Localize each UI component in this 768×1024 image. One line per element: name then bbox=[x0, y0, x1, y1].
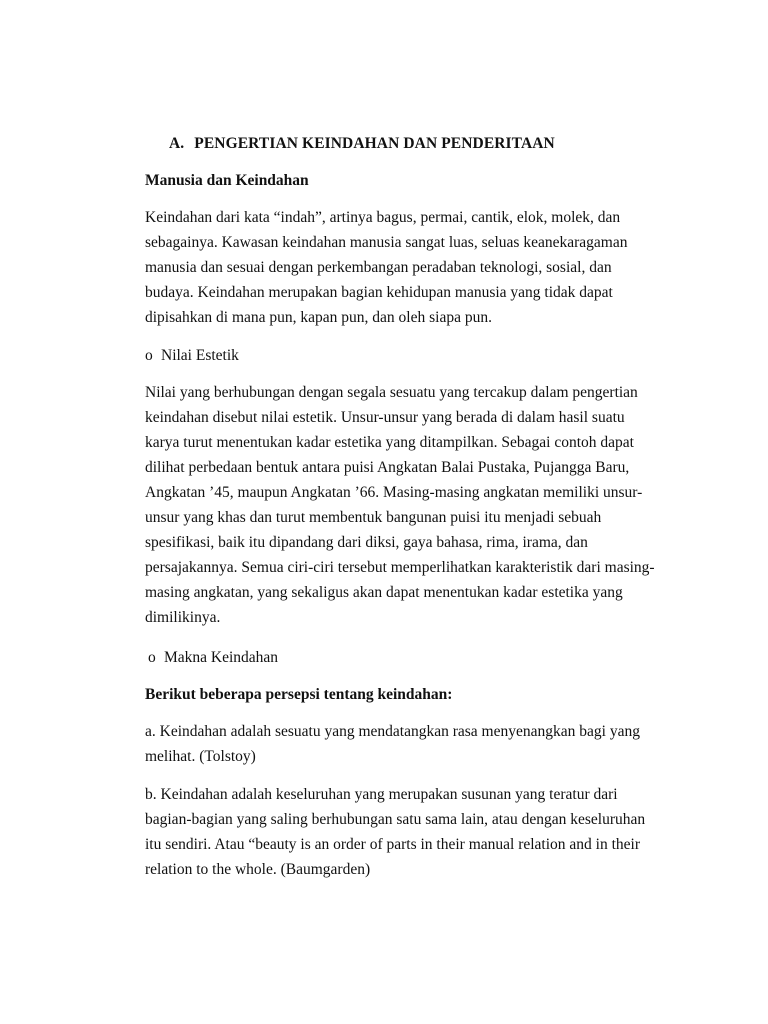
paragraph-line: karya turut menentukan kadar estetika yang ditampilkan. Sebagai contoh dapat bbox=[145, 434, 634, 451]
paragraph-line: melihat. (Tolstoy) bbox=[145, 748, 256, 765]
paragraph-nilai-estetik bbox=[145, 380, 665, 630]
list-item-b bbox=[145, 782, 665, 882]
paragraph-line: masing angkatan, yang sekaligus akan dapat menentukan kadar estetika yang bbox=[145, 584, 623, 601]
bullet-heading: Makna Keindahan bbox=[164, 649, 279, 666]
bullet-marker: o bbox=[148, 649, 156, 666]
paragraph-line: a. Keindahan adalah sesuatu yang mendatangkan rasa menyenangkan bagi yang bbox=[145, 723, 640, 740]
paragraph-line: sebagainya. Kawasan keindahan manusia sangat luas, seluas keanekaragaman bbox=[145, 234, 628, 251]
section-label: A. bbox=[169, 135, 185, 152]
subheading-persepsi: Berikut beberapa persepsi tentang keindahan: bbox=[145, 686, 453, 703]
paragraph-line: keindahan disebut nilai estetik. Unsur-unsur yang berada di dalam hasil suatu bbox=[145, 409, 625, 426]
subheading-manusia: Manusia dan Keindahan bbox=[145, 172, 309, 189]
paragraph-line: unsur yang khas dan turut membentuk bangunan puisi itu menjadi sebuah bbox=[145, 509, 602, 526]
paragraph-line: relation to the whole. (Baumgarden) bbox=[145, 861, 371, 878]
list-item-a bbox=[145, 719, 665, 769]
paragraph-line: dipisahkan di mana pun, kapan pun, dan oleh siapa pun. bbox=[145, 309, 492, 326]
paragraph-line: dimilikinya. bbox=[145, 609, 221, 626]
paragraph-line: Angkatan ’45, maupun Angkatan ’66. Masing-masing angkatan memiliki unsur- bbox=[145, 484, 643, 501]
section-title: PENGERTIAN KEINDAHAN DAN PENDERITAAN bbox=[194, 135, 555, 152]
paragraph-line: persajakannya. Semua ciri-ciri tersebut memperlihatkan karakteristik dari masing- bbox=[145, 559, 655, 576]
paragraph-line: spesifikasi, baik itu dipandang dari diksi, gaya bahasa, rima, irama, dan bbox=[145, 534, 588, 551]
bullet-makna-keindahan bbox=[148, 645, 668, 670]
bullet-heading: Nilai Estetik bbox=[161, 347, 239, 364]
paragraph-manusia bbox=[145, 205, 665, 330]
paragraph-line: dilihat perbedaan bentuk antara puisi Angkatan Balai Pustaka, Pujangga Baru, bbox=[145, 459, 630, 476]
section-heading bbox=[169, 131, 689, 156]
paragraph-line: bagian-bagian yang saling berhubungan satu sama lain, atau dengan keseluruhan bbox=[145, 811, 646, 828]
bullet-marker: o bbox=[145, 347, 153, 364]
paragraph-line: Nilai yang berhubungan dengan segala sesuatu yang tercakup dalam pengertian bbox=[145, 384, 638, 401]
paragraph-line: manusia dan sesuai dengan perkembangan peradaban teknologi, sosial, dan bbox=[145, 259, 612, 276]
paragraph-line: budaya. Keindahan merupakan bagian kehidupan manusia yang tidak dapat bbox=[145, 284, 613, 301]
paragraph-line: itu sendiri. Atau “beauty is an order of parts in their manual relation and in their bbox=[145, 836, 640, 853]
paragraph-line: Keindahan dari kata “indah”, artinya bagus, permai, cantik, elok, molek, dan bbox=[145, 209, 621, 226]
bullet-nilai-estetik bbox=[145, 343, 665, 368]
paragraph-line: b. Keindahan adalah keseluruhan yang merupakan susunan yang teratur dari bbox=[145, 786, 618, 803]
